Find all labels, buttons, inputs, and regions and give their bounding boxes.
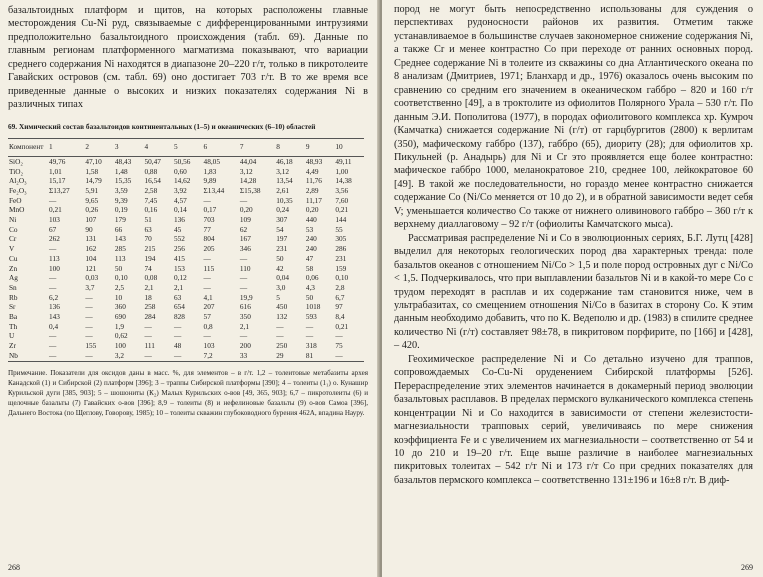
- table-cell-value: 0,06: [305, 273, 319, 283]
- table-cell-component: Zr: [9, 341, 16, 351]
- table-cell-value: 77: [203, 224, 211, 234]
- table-cell-value: 10: [114, 292, 123, 302]
- table-cell-value: 828: [174, 312, 185, 322]
- table-cell-value: 50,47: [144, 156, 161, 166]
- table-header-col: 2: [85, 142, 90, 152]
- table-cell-value: 415: [174, 253, 185, 263]
- table-cell-value: 179: [114, 215, 126, 225]
- table-row: [8, 331, 364, 341]
- table-cell-value: 0,21: [335, 205, 349, 215]
- table-cell-value: 258: [144, 302, 156, 312]
- table-row: [8, 205, 364, 215]
- table-cell-component: V: [9, 244, 15, 254]
- table-cell-value: 0,14: [174, 205, 187, 215]
- table-cell-value: 9,65: [85, 195, 99, 205]
- table-cell-value: 7,2: [203, 350, 213, 360]
- table-cell-value: —: [85, 321, 93, 331]
- table-cell-value: —: [239, 273, 248, 283]
- table-cell-value: 360: [114, 302, 126, 312]
- table-cell-value: 0,60: [174, 166, 187, 176]
- table-cell-value: —: [239, 195, 248, 205]
- table-cell-value: 307: [276, 215, 288, 225]
- table-cell-value: 654: [174, 302, 185, 312]
- table-row: [8, 156, 364, 166]
- table-cell-component: U: [9, 331, 15, 341]
- table-cell-value: 46,18: [276, 156, 293, 166]
- table-cell-value: —: [85, 292, 93, 302]
- table-cell-value: 240: [305, 244, 317, 254]
- table-cell-value: 703: [203, 215, 215, 225]
- table-cell-value: 14,79: [85, 176, 102, 186]
- table-cell-component: Sn: [9, 282, 17, 292]
- table-cell-value: 48,93: [305, 156, 323, 166]
- table-cell-value: —: [305, 331, 314, 341]
- table-cell-component: Cu: [9, 253, 18, 263]
- table-cell-value: —: [144, 321, 152, 331]
- table-cell-component: Cr: [9, 234, 17, 244]
- table-cell-value: 15,35: [114, 176, 132, 186]
- table-cell-value: 262: [49, 234, 60, 244]
- table-cell-value: 4,49: [305, 166, 319, 176]
- table-cell-value: 55: [335, 224, 343, 234]
- table-cell-value: 63: [144, 224, 152, 234]
- table-cell-value: 97: [335, 302, 343, 312]
- table-cell-value: 200: [239, 341, 251, 351]
- table-cell-value: 0,88: [144, 166, 158, 176]
- table-cell-value: 19,9: [239, 292, 253, 302]
- table-cell-value: 593: [305, 312, 317, 322]
- table-caption: 69. Химический состав базальтоидов континентальных (1–5) и океанических (6–10) областей: [8, 121, 316, 131]
- table-header-col: 6: [203, 142, 208, 152]
- table-cell-value: 115: [203, 263, 215, 273]
- table-cell-value: 0,20: [239, 205, 253, 215]
- table-cell-value: 0,8: [203, 321, 213, 331]
- table-cell-value: 44,04: [239, 156, 257, 166]
- table-cell-value: —: [85, 331, 93, 341]
- table-cell-value: 113: [114, 253, 126, 263]
- table-row: [8, 176, 364, 186]
- table-cell-value: 0,16: [144, 205, 158, 215]
- table-cell-value: 50: [276, 253, 284, 263]
- table-cell-value: 153: [174, 263, 185, 273]
- table-cell-value: —: [203, 253, 211, 263]
- table-row: [8, 167, 364, 177]
- table-header-component: Компонент: [9, 142, 44, 152]
- table-row: [8, 322, 364, 332]
- table-cell-value: 14,38: [335, 176, 352, 186]
- table-cell-value: 74: [144, 263, 152, 273]
- table-cell-value: 0,04: [276, 273, 290, 283]
- table-cell-value: 0,08: [144, 273, 158, 283]
- table-cell-value: —: [203, 195, 211, 205]
- table-cell-value: 103: [203, 341, 215, 351]
- table-cell-value: 804: [203, 234, 215, 244]
- table-cell-value: 318: [305, 341, 317, 351]
- table-cell-value: —: [239, 253, 248, 263]
- table-cell-value: 48: [174, 341, 182, 351]
- left-paragraph-1: базальтоидных платформ и щитов, на которых расположены главные месторождения Cu-Ni руд, связываемые с дифференцированными интрузиями предположительно базальтоидного происхождения (табл. 69). Данные по главным регионам платформенного магматизма показывают, что вариации среднего содержания Ni находятся в диапазоне 20–220 г/т, только в пикротолеите Гавайских островов (см. табл. 69) оно достигает 703 г/т. В то же время все приведенные данные о высоких и низких показателях содержания Ni в различных типах: [8, 5, 368, 111]
- table-header-col: 8: [276, 142, 280, 152]
- table-cell-value: 66: [114, 224, 123, 234]
- table-cell-value: 63: [174, 292, 182, 302]
- table-cell-value: 10,35: [276, 195, 293, 205]
- table-cell-value: —: [144, 331, 152, 341]
- left-text: [8, 4, 368, 112]
- table-row: [8, 215, 364, 225]
- table-cell-value: 5,91: [85, 185, 99, 195]
- table-cell-value: 2,8: [335, 282, 345, 292]
- table-cell-value: 58: [305, 263, 314, 273]
- table-cell-value: 49,11: [335, 156, 352, 166]
- table-cell-value: 7,60: [335, 195, 349, 205]
- table-cell-value: 231: [276, 244, 288, 254]
- table-cell-value: 5: [276, 292, 280, 302]
- table-cell-value: 53: [305, 224, 314, 234]
- table-cell-value: 48,05: [203, 156, 220, 166]
- table-cell-value: —: [49, 331, 57, 341]
- table-header-col: 4: [144, 142, 149, 152]
- table-row: [8, 302, 364, 312]
- table-cell-value: 2,61: [276, 185, 290, 195]
- table-cell-value: 194: [144, 253, 156, 263]
- table-cell-value: 2,1: [174, 282, 184, 292]
- table-cell-value: 33: [239, 350, 248, 360]
- table-cell-value: 90: [85, 224, 93, 234]
- table-header-col: 3: [114, 142, 119, 152]
- table-cell-value: —: [203, 282, 211, 292]
- table-cell-value: 50: [305, 292, 314, 302]
- table-cell-value: 1,00: [335, 166, 349, 176]
- table-cell-value: 1,9: [114, 321, 125, 331]
- table-cell-value: 18: [144, 292, 152, 302]
- table-cell-value: 136: [49, 302, 60, 312]
- table-cell-value: 3,7: [85, 282, 95, 292]
- table-cell-value: —: [174, 321, 182, 331]
- table-cell-value: 0,19: [114, 205, 128, 215]
- table-cell-value: 155: [85, 341, 97, 351]
- table-cell-value: 14,28: [239, 176, 257, 186]
- table-cell-value: 113: [49, 253, 60, 263]
- table-row: [8, 293, 364, 303]
- table-cell-value: 54: [276, 224, 284, 234]
- right-text: [394, 3, 753, 487]
- table-cell-value: 450: [276, 302, 288, 312]
- table-cell-value: 15,17: [49, 176, 66, 186]
- table-cell-value: 4,1: [203, 292, 213, 302]
- table-cell-value: 616: [239, 302, 251, 312]
- table-row: [8, 234, 364, 244]
- table-row: [8, 283, 364, 293]
- table-cell-component: Co: [9, 224, 18, 234]
- table-cell-value: —: [335, 331, 343, 341]
- table-cell-component: Zn: [9, 263, 18, 273]
- table-header-col: 1: [49, 142, 53, 152]
- table-cell-component: MnO: [9, 205, 25, 215]
- table-cell-value: Σ15,38: [239, 185, 261, 195]
- table-row: [8, 312, 364, 322]
- table-cell-value: 305: [335, 234, 347, 244]
- table-row: [8, 264, 364, 274]
- table-cell-value: 2,5: [114, 282, 125, 292]
- table-cell-value: 2,1: [144, 282, 154, 292]
- table-cell-value: 0,03: [85, 273, 99, 283]
- table-cell-value: 215: [144, 244, 156, 254]
- table-cell-component: Th: [9, 321, 18, 331]
- table-cell-value: 286: [335, 244, 347, 254]
- table-cell-value: 285: [114, 244, 126, 254]
- table-cell-value: —: [85, 312, 93, 322]
- table-cell-value: 143: [49, 312, 60, 322]
- table-cell-value: 110: [239, 263, 251, 273]
- table-cell-value: 1,58: [85, 166, 99, 176]
- table-cell-value: 107: [85, 215, 97, 225]
- table-cell-value: 100: [49, 263, 60, 273]
- table-cell-value: 3,92: [174, 185, 187, 195]
- table-cell-value: —: [239, 331, 248, 341]
- table-cell-value: 3,0: [276, 282, 286, 292]
- table-header-col: 7: [239, 142, 244, 152]
- table-cell-value: 6,7: [335, 292, 345, 302]
- table-cell-value: —: [305, 321, 314, 331]
- table-cell-value: 3,12: [276, 166, 290, 176]
- table-row: [8, 273, 364, 283]
- table-cell-value: 207: [203, 302, 215, 312]
- table-cell-value: 0,62: [114, 331, 128, 341]
- table-cell-value: 6,2: [49, 292, 59, 302]
- table-note: Примечание. Показатели для оксидов даны в масс. %, для элементов – в г/т. 1,2 – толеитовые метабазиты архея Канадской (1) и Сибирской (2) платформ [396]; 3 – траппы Сибирской платформы [390]; 4 – толеиты (1₁) о. Кунашир Курильской дуги [385, 903]; 5 – шошониты (К₂) Малых Курильских о-вов [49, 365, 903]; 6,7 – пикротолеиты (6) и щелочные базальты (7) Гавайских о-вов [396]; 8,9 – толеиты (8) и нефелиновые базальты (9) о-вов Самоа [396], Дальнего Востока (по Щеглову, Говорову, 1985); 10 – толеиты скважин глубоководного бурения 462А, впадина Науру.: [8, 368, 368, 418]
- table-cell-value: —: [49, 273, 57, 283]
- table-cell-value: —: [49, 282, 57, 292]
- table-cell-value: 240: [305, 234, 317, 244]
- table-cell-component: TiO₂: [9, 166, 24, 176]
- table-cell-component: Sr: [9, 302, 16, 312]
- table-cell-value: 205: [203, 244, 215, 254]
- table-cell-value: 3,12: [239, 166, 253, 176]
- table-cell-value: 16,54: [144, 176, 161, 186]
- table-row: [8, 186, 364, 196]
- table-cell-value: 2,58: [144, 185, 158, 195]
- table-cell-value: 1,48: [114, 166, 128, 176]
- table-cell-component: Ba: [9, 312, 18, 322]
- table-cell-value: 1018: [305, 302, 321, 312]
- table-cell-value: —: [49, 195, 57, 205]
- page-number-left: 268: [8, 563, 20, 572]
- table-cell-value: 552: [174, 234, 185, 244]
- table-cell-value: 440: [305, 215, 317, 225]
- table-cell-value: Σ13,44: [203, 185, 225, 195]
- table-cell-value: —: [49, 350, 57, 360]
- table-cell-value: —: [174, 331, 182, 341]
- table-cell-value: 47: [305, 253, 314, 263]
- table-cell-value: 75: [335, 341, 343, 351]
- table-cell-value: 197: [276, 234, 288, 244]
- table-cell-value: 0,26: [85, 205, 99, 215]
- table-row: [8, 244, 364, 254]
- table-row: [8, 196, 364, 206]
- table-cell-value: 1,83: [203, 166, 217, 176]
- table-cell-value: 42: [276, 263, 284, 273]
- table-cell-value: 4,57: [174, 195, 187, 205]
- table-cell-value: 1,01: [49, 166, 62, 176]
- right-paragraph-3: Геохимическое распределение Ni и Co детально изучено для траппов, сопровождаемых Co-Cu-Ni оруденением Сибирской платформы [526]. Перераспределение этих элементов начинается в докамерный период эволюции базальтовых расплавов. В пределах пермского вулканического комплекса степень концентрации Ni и Co находится в зависимости от степени железистости-магнезиальности трапповых серий, увеличиваясь по мере снижения коэффициента Fe и с увеличением их магнезиальности – соответственно от 54 и 10 до 210 и 19–20 г/т. Еще выше различие в наиболее магнезиальных пикритовых толеитах – 542 г/т Ni и 173 г/т Co при средних показателях для базальтов пермского комплекса – соответственно 131±196 и 16±8 г/т. В диф-: [394, 353, 753, 486]
- table-header-col: 10: [335, 142, 343, 152]
- table-cell-value: —: [203, 273, 211, 283]
- right-paragraph-1: пород не могут быть непосредственно использованы для суждения о перспективах рудоносности районов их развития. Отметим также устанавливаемое в большинстве случаев закономерное снижение содержания Ni, а также Cr и менее контрастно Co при переходе от ранних основных пород. Среднее содержание Ni в толеите из скважины со дна Атлантического океана по 8 анализам (Дмитриев, 1971; Бланхард и др., 1976) оказалось очень высоким по сравнению со средним его значением в океаническом габбро – 820 и 160 г/т соответственно [49], а в троктолите из офиолитов Полярного Урала – 530 г/т. По данным Э.И. Пополитова (1977), в породах офиолитового комплекса хр. Кумроч (Камчатка) снижается содержание Ni (г/т) от гарцбургитов (2800) к верлитам (350), мафическому габбро (137), габбро (65), диориту (28); для офиолитов хр. Пикульней (р. Анадырь) для Ni и Cr это проявляется еще более контрастно: мафическое габбро 1000, меланократовое 210, среднее 100, лейкократовое 60 [49]. В такой же последовательности, но гораздо менее контрастно снижается содержание Co (Ni/Co меняется от 10 до 2), и в обратной зависимости ведет себя V; уменьшается количество Co также от нижнего оливинового габбро – 360 г/т к верхнему диаллаговому – 92 г/т (офиолиты Камчатского мыса).: [394, 4, 753, 231]
- table-cell-value: —: [49, 341, 57, 351]
- table-cell-value: 0,24: [276, 205, 290, 215]
- table-cell-value: 162: [85, 244, 97, 254]
- table-cell-value: 4,3: [305, 282, 315, 292]
- right-page: [382, 0, 763, 577]
- table-cell-value: 159: [335, 263, 347, 273]
- table-cell-value: 48,43: [114, 156, 132, 166]
- table-cell-component: Nb: [9, 350, 18, 360]
- table-cell-value: 62: [239, 224, 248, 234]
- table-cell-value: 70: [144, 234, 152, 244]
- table-cell-value: 51: [144, 215, 152, 225]
- table-cell-value: 47,10: [85, 156, 102, 166]
- table-header-col: 5: [174, 142, 178, 152]
- table-cell-value: 346: [239, 244, 251, 254]
- table-cell-component: Ni: [9, 215, 17, 225]
- table-cell-value: —: [335, 350, 343, 360]
- table-cell-component: SiO₂: [9, 156, 23, 166]
- table-cell-value: 250: [276, 341, 288, 351]
- table-cell-value: —: [174, 350, 182, 360]
- table-cell-value: 14,62: [174, 176, 191, 186]
- table-cell-value: 109: [239, 215, 251, 225]
- table-cell-value: —: [203, 331, 211, 341]
- table-cell-component: FeO: [9, 195, 22, 205]
- table-cell-value: 0,12: [174, 273, 187, 283]
- table-cell-component: Ag: [9, 273, 18, 283]
- table-cell-value: 0,21: [49, 205, 62, 215]
- table-cell-value: 284: [144, 312, 156, 322]
- table-row: [8, 254, 364, 264]
- table-cell-value: 67: [49, 224, 57, 234]
- table-header-row: [8, 139, 364, 157]
- table-cell-value: —: [85, 302, 93, 312]
- table-cell-value: —: [85, 350, 93, 360]
- table-cell-value: 49,76: [49, 156, 66, 166]
- table-cell-value: 7,45: [144, 195, 158, 205]
- table-cell-value: 100: [114, 341, 126, 351]
- table-cell-value: 11,76: [305, 176, 322, 186]
- table-cell-value: 3,56: [335, 185, 349, 195]
- table-cell-value: 690: [114, 312, 126, 322]
- table-cell-value: —: [239, 282, 248, 292]
- table-cell-value: 11,17: [305, 195, 322, 205]
- table-cell-value: 50: [114, 263, 123, 273]
- table-cell-value: 0,4: [49, 321, 59, 331]
- table-cell-value: 256: [174, 244, 185, 254]
- chemical-composition-table: [8, 138, 364, 361]
- table-cell-value: 57: [203, 312, 211, 322]
- table-cell-component: Rb: [9, 292, 18, 302]
- table-cell-value: 131: [85, 234, 97, 244]
- table-cell-value: 350: [239, 312, 251, 322]
- table-cell-component: Fe₂O₃: [9, 185, 27, 195]
- table-body: [8, 156, 364, 361]
- table-row: [8, 351, 364, 361]
- table-row: [8, 225, 364, 235]
- page-number-right: 269: [741, 563, 753, 572]
- table-cell-value: 3,59: [114, 185, 128, 195]
- table-cell-value: 132: [276, 312, 288, 322]
- table-cell-value: 2,89: [305, 185, 319, 195]
- table-cell-value: 144: [335, 215, 347, 225]
- table-cell-value: —: [276, 321, 284, 331]
- table-cell-value: 143: [114, 234, 126, 244]
- left-page: [0, 0, 380, 577]
- table-cell-value: 104: [85, 253, 97, 263]
- table-cell-value: 29: [276, 350, 284, 360]
- table-cell-value: 9,89: [203, 176, 217, 186]
- table-cell-value: 9,39: [114, 195, 128, 205]
- table-cell-value: 167: [239, 234, 251, 244]
- table-cell-value: 0,20: [305, 205, 319, 215]
- table-cell-value: 13,54: [276, 176, 293, 186]
- table-cell-component: Al₂O₃: [9, 176, 27, 186]
- table-cell-value: —: [144, 350, 152, 360]
- table-cell-value: 45: [174, 224, 182, 234]
- table-cell-value: 81: [305, 350, 314, 360]
- table-cell-value: 2,1: [239, 321, 250, 331]
- table-cell-value: 0,10: [114, 273, 128, 283]
- table-cell-value: 136: [174, 215, 185, 225]
- table-cell-value: 0,21: [335, 321, 349, 331]
- table-cell-value: 0,10: [335, 273, 349, 283]
- table-cell-value: —: [276, 331, 284, 341]
- table-cell-value: —: [49, 244, 57, 254]
- table-cell-value: 231: [335, 253, 347, 263]
- table-cell-value: 103: [49, 215, 60, 225]
- table-header-col: 9: [305, 142, 310, 152]
- table-cell-value: 0,17: [203, 205, 217, 215]
- right-paragraph-2: Рассматривая распределение Ni и Co в эволюционных сериях, Б.Г. Лутц [428] выделил для некоторых геологических пород два характерных тренда: поле базальтов океанов с отношением Ni/Co > 1,5 и поле пород островных дуг с Ni/Co < 1,5. Подчеркивалось, что при выплавлении базальтов Ni и в какой-то мере Co с трудом переходят в расплав и их содержание там становится ниже, чем в ультрабазитах, со смещением отношения Ni/Co в базитах в сторону Co. К этим данным необходимо добавить, что по К. Ведеполю и др. (1983) в спилите среднее количество Ni (г/т) составляет 98±78, в пикритовом порфирите, по [166] и [428], – 420.: [394, 232, 753, 352]
- table-cell-value: Σ13,27: [49, 185, 70, 195]
- table-cell-value: 121: [85, 263, 97, 273]
- table-cell-value: 3,2: [114, 350, 125, 360]
- table-row: [8, 341, 364, 351]
- table-cell-value: 8,4: [335, 312, 345, 322]
- table-cell-value: 50,56: [174, 156, 191, 166]
- table-cell-value: 111: [144, 341, 155, 351]
